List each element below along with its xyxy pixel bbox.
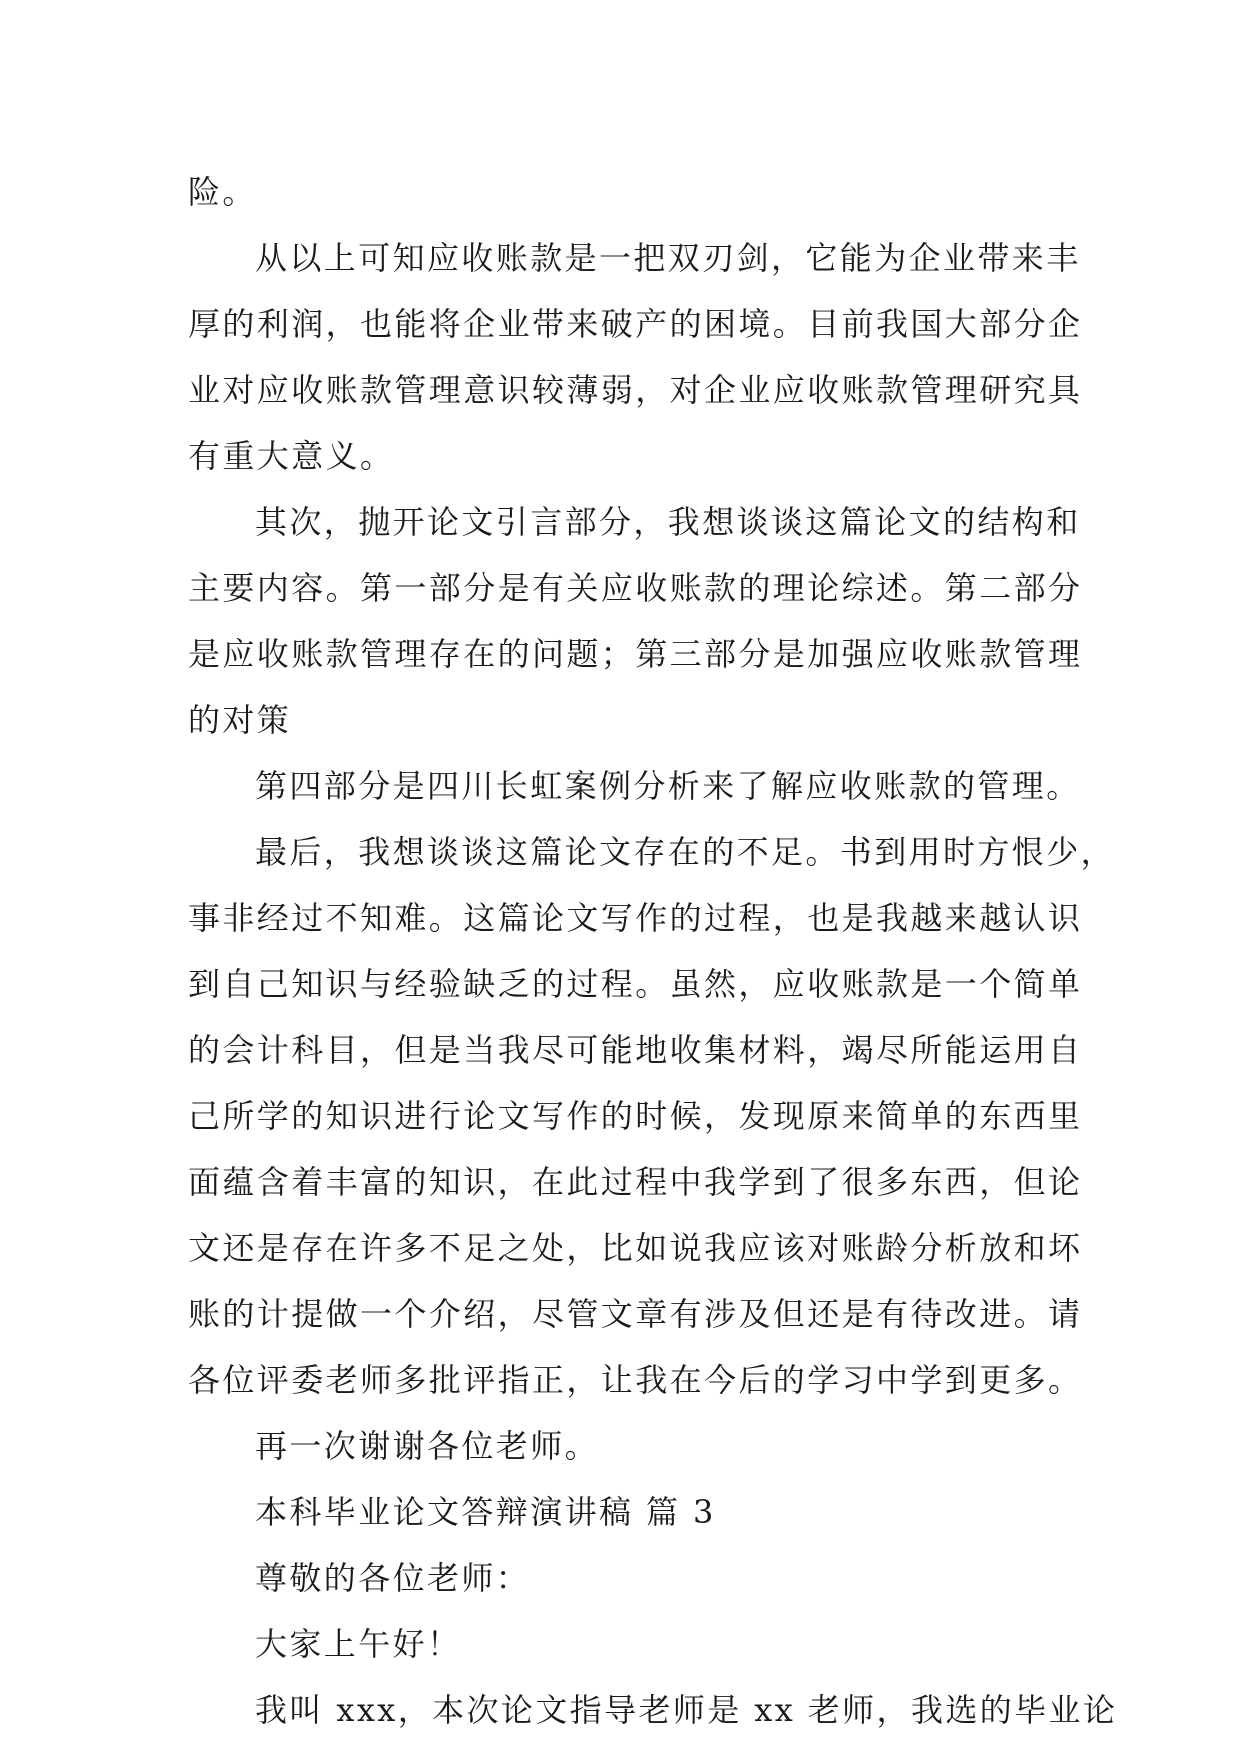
text-line: 的对策 bbox=[188, 701, 292, 739]
text-line: 我叫 xxx，本次论文指导老师是 xx 老师，我选的毕业论 bbox=[255, 1691, 1118, 1729]
text-line: 各位评委老师多批评指正，让我在今后的学习中学到更多。 bbox=[188, 1361, 1083, 1399]
text-line: 其次，抛开论文引言部分，我想谈谈这篇论文的结构和 bbox=[255, 503, 1081, 541]
text-line: 面蕴含着丰富的知识，在此过程中我学到了很多东西，但论 bbox=[188, 1163, 1083, 1201]
text-line: 是应收账款管理存在的问题；第三部分是加强应收账款管理 bbox=[188, 635, 1083, 673]
text-line: 从以上可知应收账款是一把双刃剑，它能为企业带来丰 bbox=[255, 239, 1081, 277]
text-line: 账的计提做一个介绍，尽管文章有涉及但还是有待改进。请 bbox=[188, 1295, 1083, 1333]
text-line: 第四部分是四川长虹案例分析来了解应收账款的管理。 bbox=[255, 767, 1081, 805]
text-line: 大家上午好！ bbox=[255, 1625, 462, 1663]
text-line: 己所学的知识进行论文写作的时候，发现原来简单的东西里 bbox=[188, 1097, 1083, 1135]
text-line: 再一次谢谢各位老师。 bbox=[255, 1427, 600, 1465]
text-line: 有重大意义。 bbox=[188, 437, 395, 475]
text-line: 最后，我想谈谈这篇论文存在的不足。书到用时方恨少， bbox=[255, 833, 1116, 871]
text-line: 厚的利润，也能将企业带来破产的困境。目前我国大部分企 bbox=[188, 305, 1083, 343]
text-line: 本科毕业论文答辩演讲稿 篇 3 bbox=[255, 1493, 716, 1531]
text-line: 的会计科目，但是当我尽可能地收集材料，竭尽所能运用自 bbox=[188, 1031, 1083, 1069]
text-line: 主要内容。第一部分是有关应收账款的理论综述。第二部分 bbox=[188, 569, 1083, 607]
text-line: 尊敬的各位老师： bbox=[255, 1559, 531, 1597]
text-line: 业对应收账款管理意识较薄弱，对企业应收账款管理研究具 bbox=[188, 371, 1083, 409]
text-line: 文还是存在许多不足之处，比如说我应该对账龄分析放和坏 bbox=[188, 1229, 1083, 1267]
text-line: 险。 bbox=[188, 173, 257, 211]
text-line: 到自己知识与经验缺乏的过程。虽然，应收账款是一个简单 bbox=[188, 965, 1083, 1003]
body-text bbox=[188, 159, 1118, 1743]
text-line: 事非经过不知难。这篇论文写作的过程，也是我越来越认识 bbox=[188, 899, 1083, 937]
